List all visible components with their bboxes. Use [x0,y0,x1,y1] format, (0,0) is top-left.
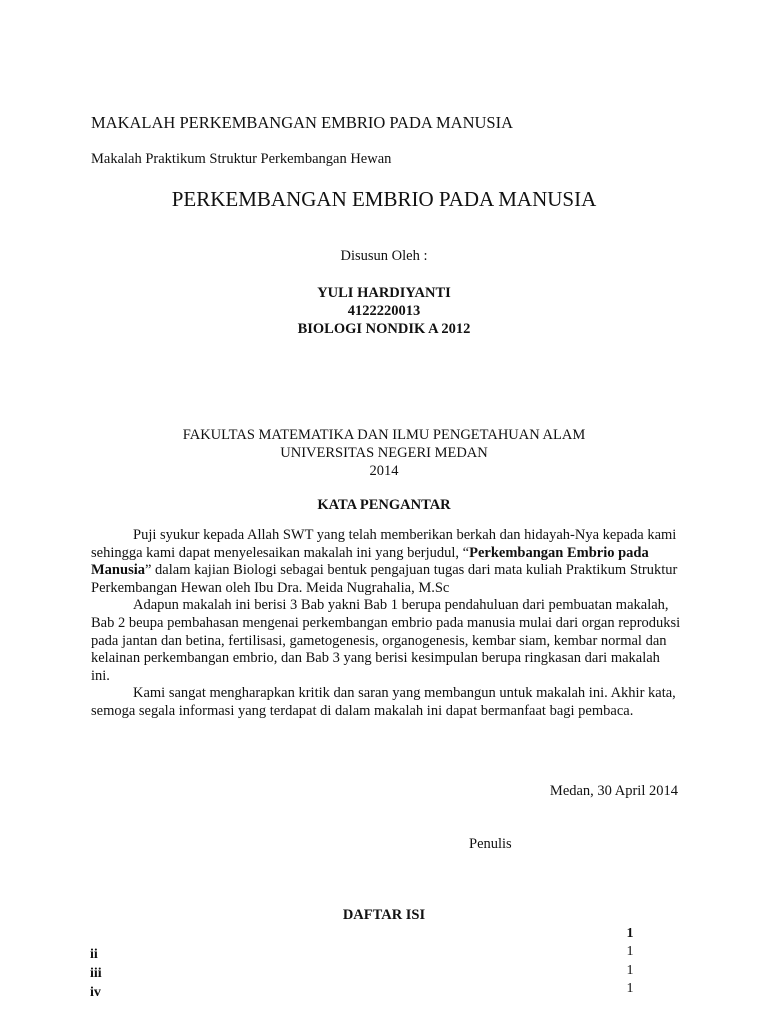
preface-p2: Adapun makalah ini berisi 3 Bab yakni Bab 1 berupa pendahuluan dari pembuatan makalah, Bab 2 beupa pembahasan mengenai perkembangan embrio pada manusia mulai dari organ reproduksi pada jantan dan betina, fertilisasi, gametogenesis, organogenesis, kembar siam, kembar normal dan kelainan perkembangan embrio, dan Bab 3 yang berisi kesimpulan berupa ringkasan dari makalah ini. [91,597,681,684]
preface-body [91,527,681,721]
toc-top-number: 1 [626,926,634,941]
document-subtitle: Makalah Praktikum Struktur Perkembangan Hewan [91,151,392,167]
toc-row-page: 1 [626,963,634,978]
preface-paragraph-3 [91,685,681,720]
institution-year: 2014 [369,463,399,479]
preface-paragraph-2 [91,597,681,685]
author-name: YULI HARDIYANTI [317,285,451,301]
toc-row-page: 1 [626,981,634,996]
author-id: 4122220013 [347,303,421,319]
toc-title: DAFTAR ISI [342,907,426,923]
toc-row-roman: ii [90,947,98,962]
institution-block [0,426,768,480]
main-title: PERKEMBANGAN EMBRIO PADA MANUSIA [171,187,597,211]
toc-row-page: 1 [626,944,634,959]
faculty-name: FAKULTAS MATEMATIKA DAN ILMU PENGETAHUAN ALAM [182,427,586,443]
preface-signature: Penulis [469,836,512,852]
author-class: BIOLOGI NONDIK A 2012 [297,321,471,337]
preface-p1-bold: Perkembangan Embrio pada Manusia [91,544,649,579]
document-title: MAKALAH PERKEMBANGAN EMBRIO PADA MANUSIA [91,113,514,132]
preface-p3: Kami sangat mengharapkan kritik dan saran yang membangun untuk makalah ini. Akhir kata, semoga segala informasi yang terdapat di dalam makalah ini dapat bermanfaat bagi pembaca. [91,685,676,719]
author-label: Disusun Oleh : [340,248,428,264]
preface-paragraph-1 [91,527,681,597]
university-name: UNIVERSITAS NEGERI MEDAN [280,445,488,461]
preface-title: KATA PENGANTAR [317,497,451,513]
toc-row-roman: iii [90,966,102,981]
author-block [0,284,768,338]
preface-p1-after: ” dalam kajian Biologi sebagai bentuk pengajuan tugas dari mata kuliah Praktikum Struktur Perkembangan Hewan oleh Ibu Dra. Meida Nugrahalia, M.Sc [91,562,678,596]
toc-row-roman: iv [90,985,101,1000]
preface-p1-before: Puji syukur kepada Allah SWT yang telah memberikan berkah dan hidayah-Nya kepada kami sehingga kami dapat menyelesaikan makalah ini yang berjudul, “ [91,527,677,561]
preface-date: Medan, 30 April 2014 [549,783,678,799]
